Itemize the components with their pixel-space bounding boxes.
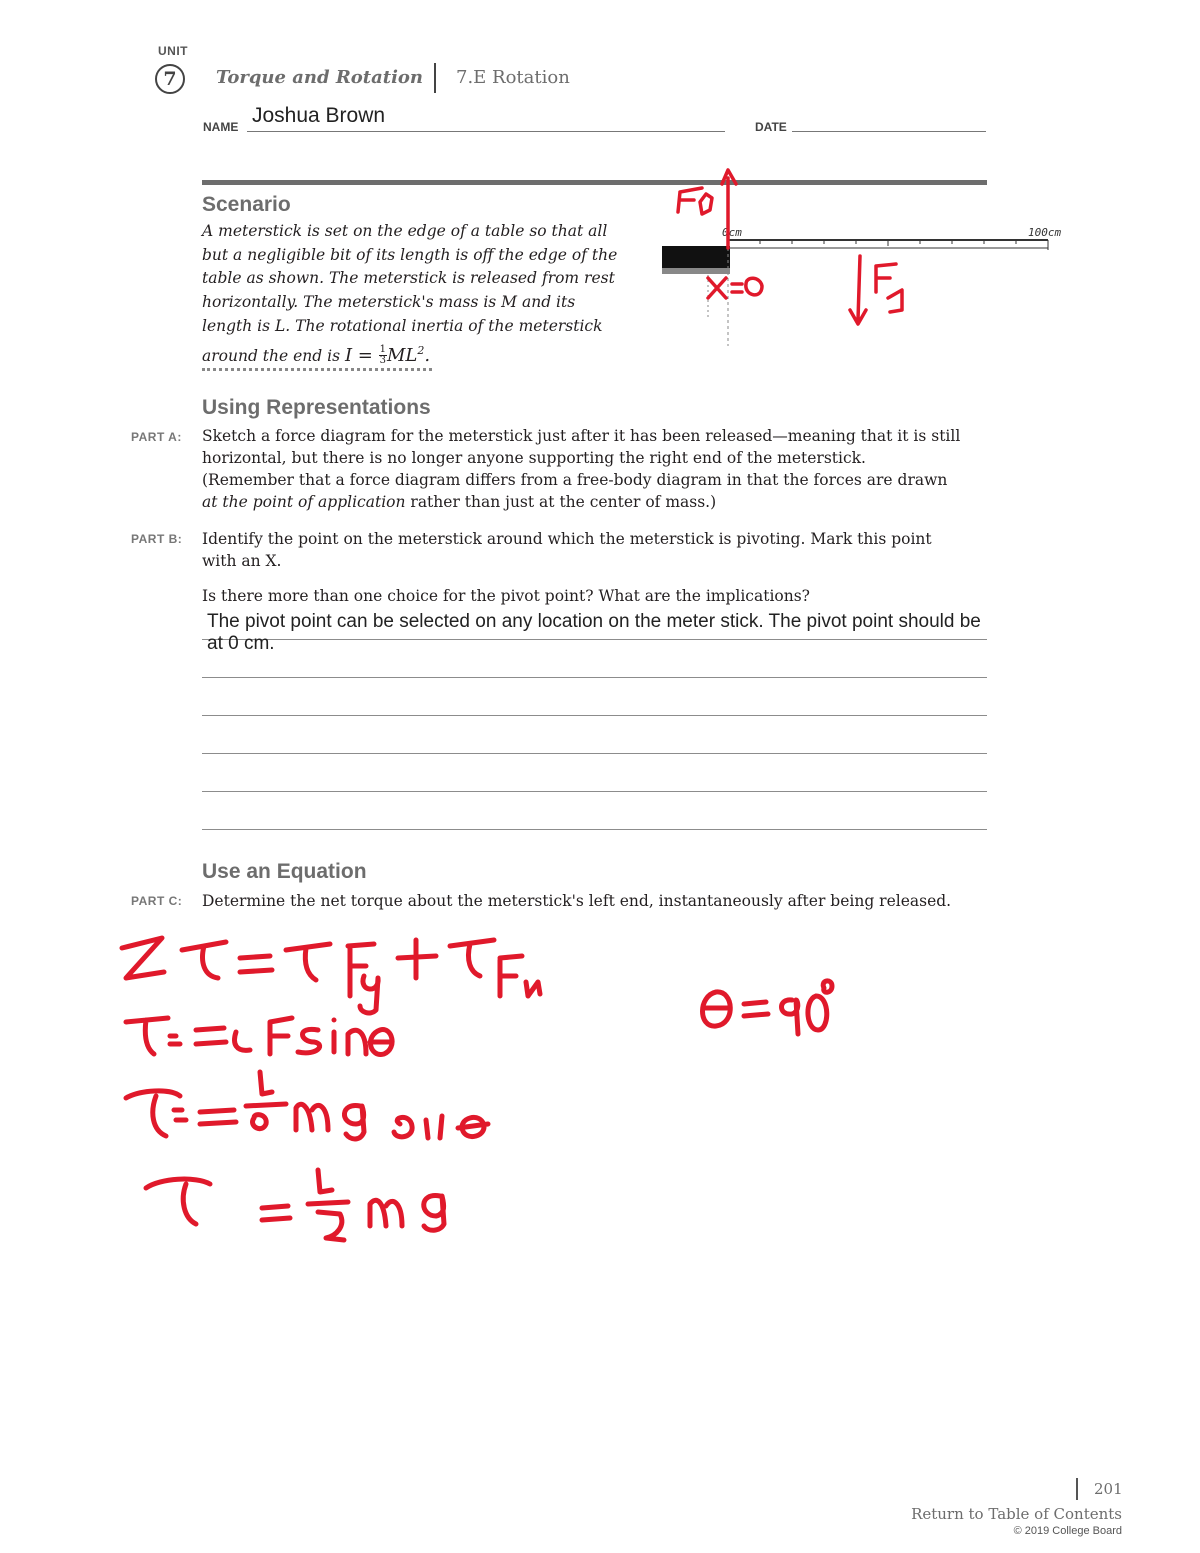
part-c-label: PART C: xyxy=(131,894,183,908)
copyright: © 2019 College Board xyxy=(1013,1525,1122,1537)
table-of-contents-link[interactable]: Return to Table of Contents xyxy=(911,1505,1122,1523)
name-field[interactable]: Joshua Brown xyxy=(252,104,386,127)
scenario-divider xyxy=(202,368,432,371)
section-title: 7.E Rotation xyxy=(456,67,570,88)
representations-heading: Using Representations xyxy=(202,396,431,419)
scenario-text xyxy=(202,220,622,368)
part-a-text xyxy=(202,425,962,513)
part-a-italic: at the point of application xyxy=(202,493,406,511)
handwritten-line-4 xyxy=(146,1170,444,1240)
answer-line xyxy=(202,677,987,678)
zero-cm-label: 0cm xyxy=(722,226,742,239)
part-c-text: Determine the net torque about the meterstick's left end, instantaneously after being released. xyxy=(202,892,952,910)
scenario-heading: Scenario xyxy=(202,193,291,216)
date-label: DATE xyxy=(755,120,787,134)
handwritten-line-3 xyxy=(126,1072,488,1139)
eq-lhs: I = xyxy=(344,344,373,366)
footer-divider xyxy=(1076,1478,1078,1500)
handwritten-line-2 xyxy=(126,1018,392,1054)
pivot-marker xyxy=(708,278,762,298)
meterstick xyxy=(728,240,1048,250)
gravity-label xyxy=(876,264,902,312)
eq-end: . xyxy=(424,344,431,366)
eq-numerator: 1 xyxy=(379,344,386,356)
part-b-question: Is there more than one choice for the pivot point? What are the implications? xyxy=(202,587,810,605)
name-line xyxy=(247,131,725,132)
unit-label: UNIT xyxy=(158,44,188,58)
part-a-label: PART A: xyxy=(131,430,182,444)
scenario-body: A meterstick is set on the edge of a table so that all but a negligible bit of its length is off the edge of the table as shown. The meterstick is released from rest horizontally. The meterstick's mass is M and its length is L. The rotational inertia of the meterstick around the end is xyxy=(202,222,618,365)
handwritten-line-1 xyxy=(122,938,540,1013)
page-number: 201 xyxy=(1094,1480,1123,1498)
handwritten-theta xyxy=(703,981,833,1034)
part-a-body-1: Sketch a force diagram for the meterstick just after it has been released—meaning that it is still horizontal, but there is no longer anyone supporting the right end of the meterstick. (Remember that a force diagram differs from a free-body diagram in that the forces are drawn xyxy=(202,427,961,489)
unit-number-badge: 7 xyxy=(155,64,185,94)
part-b-text: Identify the point on the meterstick around which the meterstick is pivoting. Mark this point with an X. xyxy=(202,530,932,570)
answer-line xyxy=(202,791,987,792)
meterstick-diagram xyxy=(650,160,1090,360)
normal-force-label xyxy=(678,188,712,214)
unit-title: Torque and Rotation xyxy=(216,67,423,88)
name-label: NAME xyxy=(203,120,239,134)
eq-exponent: 2 xyxy=(417,343,425,357)
part-a-body-2: rather than just at the center of mass.) xyxy=(405,493,717,511)
gravity-arrow xyxy=(850,256,866,324)
answer-line xyxy=(202,715,987,716)
date-field[interactable] xyxy=(792,131,986,132)
hundred-cm-label: 100cm xyxy=(1028,226,1062,239)
eq-denominator: 3 xyxy=(379,355,386,367)
part-b-answer[interactable]: The pivot point can be selected on any location on the meter stick. The pivot point should be at 0 cm. xyxy=(207,611,981,654)
header-divider xyxy=(434,63,436,93)
equation-heading: Use an Equation xyxy=(202,860,367,883)
inertia-equation xyxy=(345,345,430,366)
answer-line xyxy=(202,753,987,754)
part-b-label: PART B: xyxy=(131,532,183,546)
table-edge-icon xyxy=(662,230,730,346)
answer-line xyxy=(202,829,987,830)
eq-rhs: ML xyxy=(386,344,418,366)
